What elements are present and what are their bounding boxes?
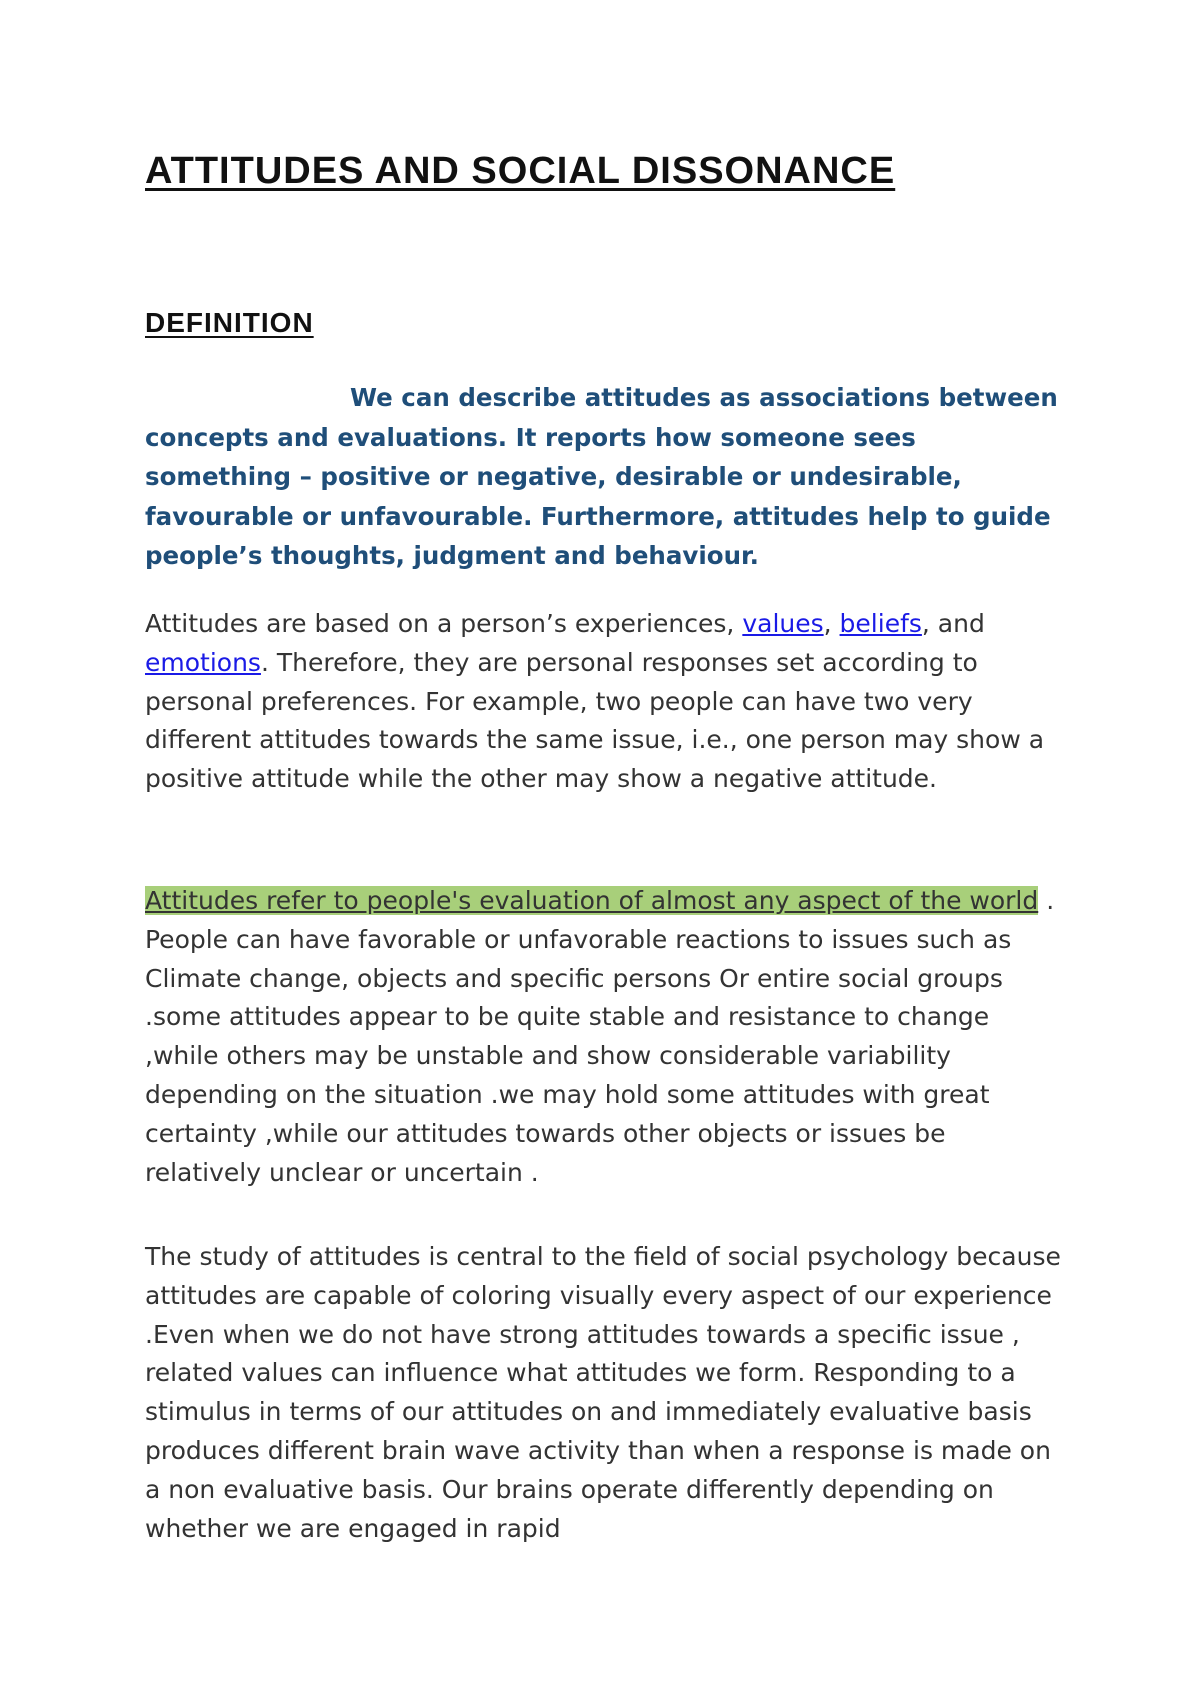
paragraph-text: . Therefore, they are personal responses set according to personal preferences. For example, two people can have two very different attitudes towards the same issue, i.e., one person may show a positive attitude while the other may show a negative attitude. bbox=[145, 647, 1045, 794]
document-page bbox=[145, 150, 1075, 1543]
paragraph-text: Attitudes are based on a person’s experiences, bbox=[145, 609, 743, 638]
section-heading-definition: DEFINITION bbox=[145, 307, 314, 338]
separator-text: , bbox=[823, 609, 840, 638]
document-title: ATTITUDES AND SOCIAL DISSONANCE bbox=[145, 150, 896, 192]
paragraph-attitudes-evaluation bbox=[145, 882, 1065, 1192]
paragraph-text: . People can have favorable or unfavorable reactions to issues such as Climate change, objects and specific persons Or entire social groups .some attitudes appear to be quite stable and resistance to change ,while others may be unstable and show considerable variability depending on the situation .we may hold some attitudes with great certainty ,while our attitudes towards other objects or issues be relatively unclear or uncertain . bbox=[145, 886, 1055, 1187]
paragraph-attitudes-basis bbox=[145, 605, 1065, 799]
link-beliefs[interactable]: beliefs bbox=[839, 609, 922, 638]
highlighted-text: Attitudes refer to people's evaluation of almost any aspect of the world bbox=[145, 886, 1039, 915]
link-emotions[interactable]: emotions bbox=[145, 647, 261, 677]
link-values[interactable]: values bbox=[742, 609, 824, 638]
paragraph-study-of-attitudes: The study of attitudes is central to the field of social psychology because attitudes are capable of coloring visually every aspect of our experience .Even when we do not have strong attitudes towards a specific issue , related values can influence what attitudes we form. Responding to a stimulus in terms of our attitudes on and immediately evaluative basis produces different brain wave activity than when a response is made on a non evaluative basis. Our brains operate differently depending on whether we are engaged in rapid bbox=[145, 1242, 1061, 1543]
separator-text: , and bbox=[921, 609, 985, 638]
definition-paragraph: We can describe attitudes as associations between concepts and evaluations. It reports how someone sees something – positive or negative, desirable or undesirable, favourable or unfavourable. Furthermore, attitudes help to guide people’s thoughts, judgment and behaviour. bbox=[145, 383, 1058, 570]
